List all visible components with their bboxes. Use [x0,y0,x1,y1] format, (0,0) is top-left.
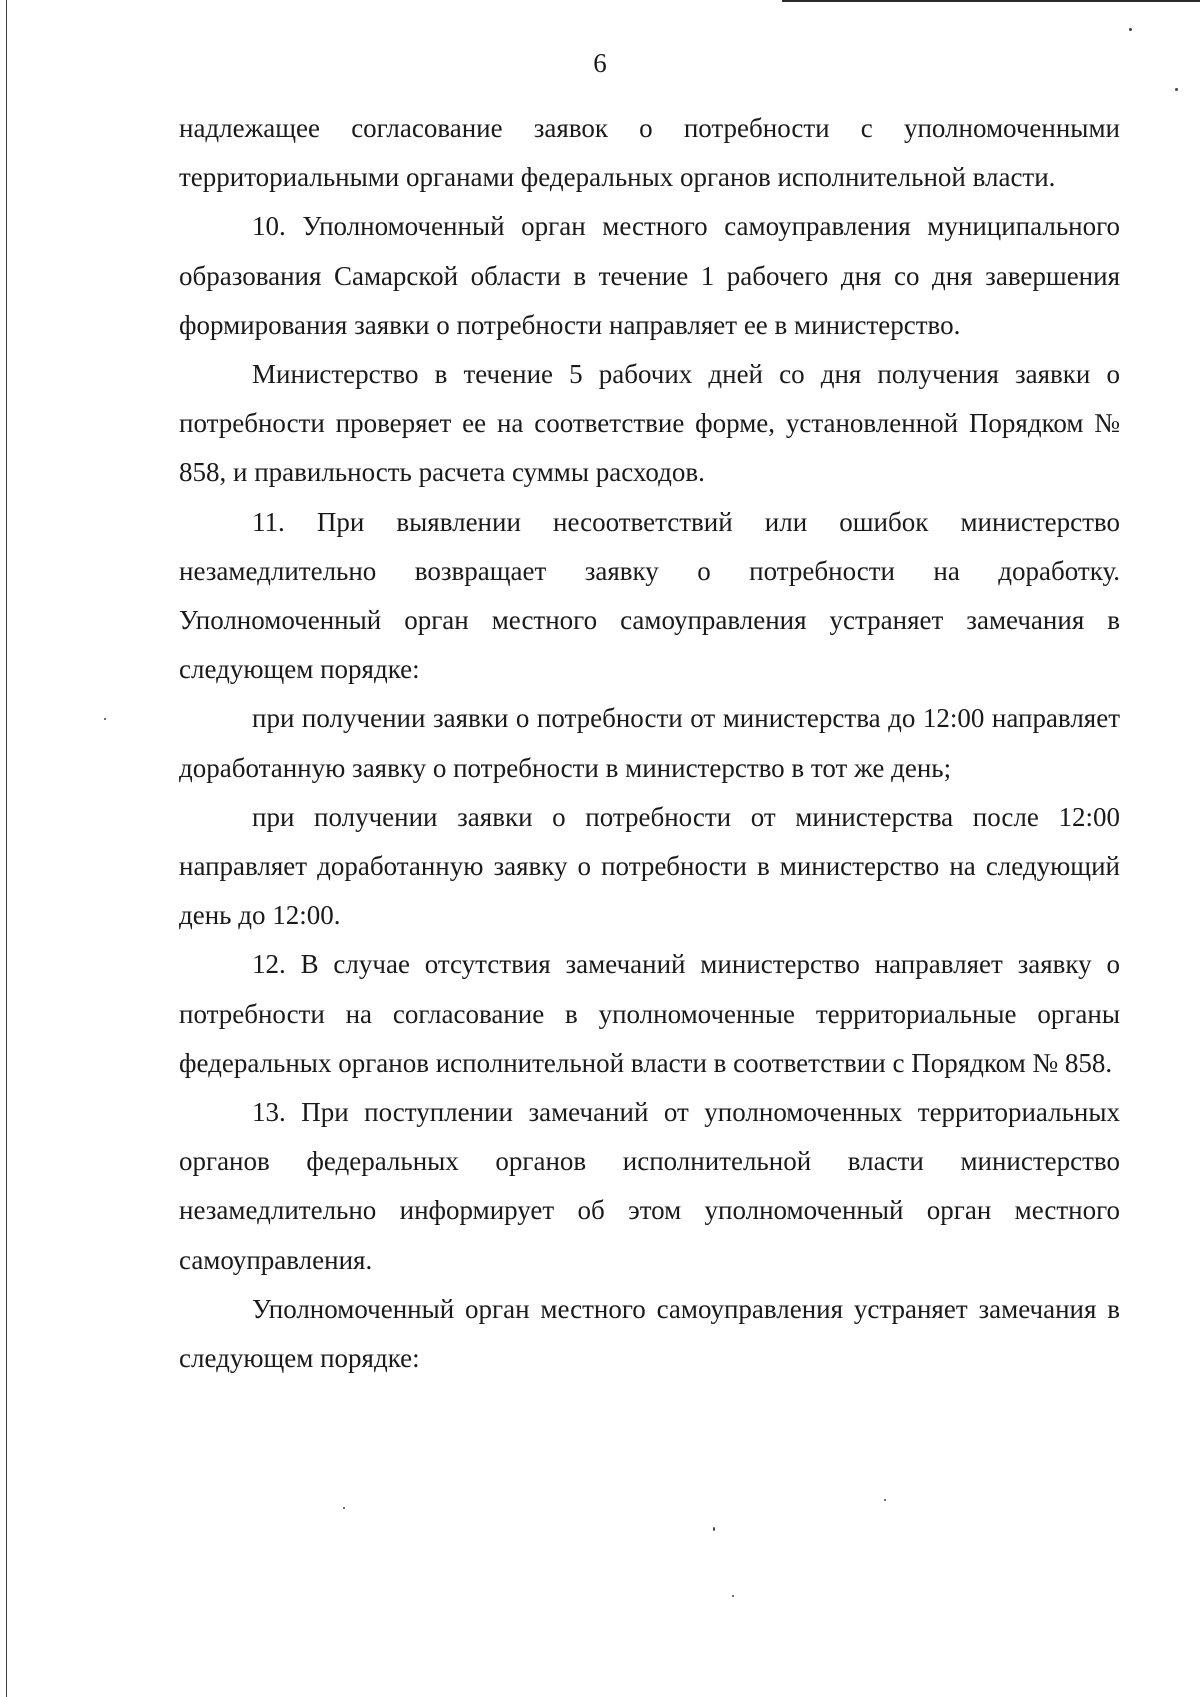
paragraph: надлежащее согласование заявок о потребности с уполномоченными территориальными органами федеральных органов исполнительной власти. [179,113,1120,193]
scan-speck [343,1507,345,1509]
scan-left-edge [6,0,7,1697]
scan-speck [884,1499,886,1501]
paragraph: при получении заявки о потребности от министерства после 12:00 направляет доработанную заявку о потребности в министерство на следующий день до 12:00. [179,801,1120,931]
scan-top-edge [782,0,1200,2]
paragraph: 12. В случае отсутствия замечаний министерство направляет заявку о потребности на согласование в уполномоченные территориальные органы федеральных органов исполнительной власти в соответствии с Порядком № 858. [179,949,1120,1078]
paragraph: 11. При выявлении несоответствий или ошибок министерство незамедлительно возвращает заявку о потребности на доработку. Уполномоченный орган местного самоуправления устраняет замечания в следующем порядке: [179,506,1120,685]
document-body [179,104,1120,1383]
scan-speck [713,1527,715,1531]
scan-speck [1129,28,1132,31]
scan-speck [104,718,106,720]
scan-speck [1175,88,1178,91]
paragraph: Министерство в течение 5 рабочих дней со дня получения заявки о потребности проверяет ее на соответствие форме, установленной Порядком № 858, и правильность расчета суммы расходов. [179,359,1120,488]
paragraph: 13. При поступлении замечаний от уполномоченных территориальных органов федеральных органов исполнительной власти министерство незамедлительно информирует об этом уполномоченный орган местного самоуправления. [179,1097,1120,1275]
paragraph: при получении заявки о потребности от министерства до 12:00 направляет доработанную заявку о потребности в министерство в тот же день; [179,703,1120,783]
page-number: 6 [593,48,607,78]
scan-speck [732,1595,734,1597]
paragraph: 10. Уполномоченный орган местного самоуправления муниципального образования Самарской области в течение 1 рабочего дня со дня завершения формирования заявки о потребности направляет ее в министерство. [179,211,1120,340]
paragraph: Уполномоченный орган местного самоуправления устраняет замечания в следующем порядке: [179,1293,1120,1374]
